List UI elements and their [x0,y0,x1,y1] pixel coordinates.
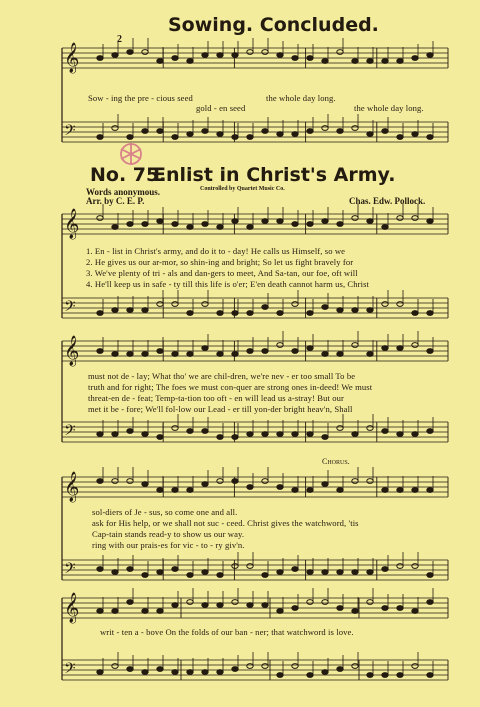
composer-credit: Chas. Edw. Pollock. [349,196,426,206]
note-head [382,673,388,678]
note-head [127,135,133,140]
note-head [172,352,178,357]
note-head [112,570,118,575]
note-head [397,673,403,678]
note-head [187,59,193,64]
note-head [97,609,103,614]
sowing-lyric-line: the whole day long. [266,93,336,103]
note-head [382,302,388,307]
treble-clef-icon: 𝄞 [64,209,80,239]
note-head [277,311,283,316]
note-head [217,132,223,137]
note-head [232,435,238,440]
chorus-lyric-line: writ - ten a - bove On the folds of our ban - ner; that watchword is love. [100,627,354,637]
note-head [277,432,283,437]
note-head [322,482,328,487]
note-head [397,564,403,569]
note-head [397,216,403,221]
note-head [352,59,358,64]
note-head [112,308,118,313]
note-head [382,346,388,351]
arranger-credit: Arr. by C. E. P. [86,196,145,206]
note-head [367,426,373,431]
note-head [322,305,328,310]
note-head [382,567,388,572]
sowing-lyric-line: Sow - ing the pre - cious seed [88,93,193,103]
note-head [262,603,268,608]
note-head [127,429,133,434]
note-head [382,129,388,134]
note-head [337,50,343,55]
note-head [367,308,373,313]
note-head [112,432,118,437]
note-head [127,600,133,605]
note-head [187,225,193,230]
note-head [382,488,388,493]
note-head [337,570,343,575]
note-head [277,485,283,490]
note-head [157,302,163,307]
measure-number: 2 [117,34,122,45]
note-head [427,349,433,354]
note-head [397,135,403,140]
treble-clef-icon: 𝄞 [64,336,80,366]
note-head [217,352,223,357]
note-head [307,56,313,61]
note-head [397,432,403,437]
note-head [127,308,133,313]
note-head [157,435,163,440]
note-head [277,53,283,58]
note-head [127,667,133,672]
note-head [217,225,223,230]
note-head [292,432,298,437]
note-head [352,432,358,437]
note-head [427,673,433,678]
note-head [157,570,163,575]
note-head [127,567,133,572]
note-head [97,432,103,437]
note-head [217,311,223,316]
note-head [412,311,418,316]
note-head [142,432,148,437]
note-head [127,50,133,55]
note-head [232,667,238,672]
note-head [307,488,313,493]
note-head [322,219,328,224]
note-head [292,488,298,493]
note-head [247,225,253,230]
note-head [367,132,373,137]
note-head [337,352,343,357]
note-head [187,429,193,434]
note-head [202,570,208,575]
note-head [427,219,433,224]
note-head [352,343,358,348]
note-head [322,435,328,440]
note-head [322,59,328,64]
verse-4-line: 4. He'll keep us in safe - ty till this life is o'er; E'en death cannot harm us, Christ [86,279,370,289]
note-head [352,126,358,131]
note-head [352,308,358,313]
note-head [112,609,118,614]
note-head [172,567,178,572]
note-head [412,432,418,437]
note-head [127,222,133,227]
note-head [112,53,118,58]
note-head [427,488,433,493]
note-head [352,216,358,221]
note-head [157,219,163,224]
note-head [97,56,103,61]
treble-clef-icon: 𝄞 [64,43,80,73]
note-head [397,488,403,493]
treble-clef-icon: 𝄞 [64,472,80,502]
note-head [352,570,358,575]
note-head [172,488,178,493]
note-head [142,670,148,675]
note-head [217,670,223,675]
hymn-title: Enlist in Christ's Army. [153,164,396,186]
note-head [412,343,418,348]
note-head [337,667,343,672]
note-head [142,609,148,614]
note-head [367,59,373,64]
note-head [277,570,283,575]
note-head [292,349,298,354]
note-head [142,573,148,578]
note-head [307,311,313,316]
note-head [187,573,193,578]
sowing-lyric-line: the whole day long. [354,103,424,113]
note-head [427,53,433,58]
note-head [412,609,418,614]
note-head [202,482,208,487]
note-head [307,346,313,351]
bass-clef-icon: 𝄢 [64,122,76,143]
note-head [172,603,178,608]
note-head [322,352,328,357]
note-head [142,50,148,55]
note-head [247,603,253,608]
note-head [232,53,238,58]
note-head [232,600,238,605]
note-head [172,670,178,675]
note-head [427,573,433,578]
note-head [262,432,268,437]
bass-clef-icon: 𝄢 [64,298,76,319]
note-head [157,59,163,64]
note-head [97,311,103,316]
note-head [112,126,118,131]
note-head [307,222,313,227]
note-head [157,488,163,493]
note-head [202,603,208,608]
note-head [202,222,208,227]
note-head [277,673,283,678]
note-head [97,670,103,675]
note-head [292,606,298,611]
note-head [427,429,433,434]
note-head [277,609,283,614]
note-head [217,53,223,58]
note-head [247,349,253,354]
note-head [277,219,283,224]
note-head [412,56,418,61]
note-head [202,429,208,434]
note-head [412,564,418,569]
note-head [142,308,148,313]
note-head [367,479,373,484]
note-head [307,432,313,437]
note-head [142,352,148,357]
verse-1-line: sol-diers of Je - sus, so come one and all. [92,507,238,517]
note-head [307,673,313,678]
note-head [157,349,163,354]
verse-3-line: threat-en de - feat; Temp-ta-tion too oft - en will lead us a-stray! But our [88,393,344,403]
note-head [367,600,373,605]
treble-clef-icon: 𝄞 [64,593,80,623]
note-head [337,426,343,431]
note-head [382,225,388,230]
note-head [97,216,103,221]
bass-clef-icon: 𝄢 [64,422,76,443]
note-head [382,429,388,434]
note-head [202,346,208,351]
note-head [262,305,268,310]
asterisk-ornament-icon [117,140,145,168]
note-head [217,603,223,608]
note-head [202,302,208,307]
note-head [172,426,178,431]
note-head [337,488,343,493]
note-head [232,311,238,316]
note-head [232,479,238,484]
note-head [202,129,208,134]
note-head [337,222,343,227]
note-head [97,479,103,484]
note-head [352,664,358,669]
note-head [337,606,343,611]
note-head [397,606,403,611]
note-head [292,56,298,61]
verse-3-line: Cap-tain stands read-y to show us our way. [92,529,245,539]
note-head [142,222,148,227]
note-head [382,59,388,64]
note-head [397,302,403,307]
verse-3-line: 3. We've plenty of tri - als and dan-gers to meet, And Sa-tan, our foe, oft will [86,268,358,278]
note-head [262,664,268,669]
bass-clef-icon: 𝄢 [64,560,76,581]
note-head [262,219,268,224]
verse-2-line: truth and for right; The foes we must con-quer are strong ones in-deed! We must [88,382,373,392]
note-head [367,570,373,575]
note-head [202,670,208,675]
note-head [187,600,193,605]
note-head [322,670,328,675]
note-head [157,609,163,614]
verse-4-line: ring with our prais-es for vic - to - ry giv'n. [92,540,245,550]
note-head [292,567,298,572]
note-head [187,488,193,493]
note-head [322,126,328,131]
note-head [322,570,328,575]
note-head [112,664,118,669]
note-head [367,673,373,678]
note-head [397,59,403,64]
note-head [412,132,418,137]
note-head [262,573,268,578]
note-head [112,479,118,484]
note-head [307,600,313,605]
note-head [202,53,208,58]
note-head [112,225,118,230]
note-head [217,435,223,440]
note-head [322,600,328,605]
note-head [97,135,103,140]
note-head [412,488,418,493]
note-head [427,600,433,605]
note-head [157,667,163,672]
note-head [307,570,313,575]
copyright-notice: Controlled by Quartet Music Co. [200,186,285,192]
note-head [382,606,388,611]
note-head [127,352,133,357]
note-head [187,311,193,316]
note-head [292,132,298,137]
note-head [97,349,103,354]
note-head [412,216,418,221]
note-head [187,132,193,137]
words-credit: Words anonymous. [86,187,161,197]
note-head [112,352,118,357]
note-head [217,573,223,578]
note-head [367,219,373,224]
chorus-label: Chorus. [322,457,350,466]
note-head [157,129,163,134]
note-head [172,302,178,307]
note-head [352,479,358,484]
page-title: Sowing. Concluded. [168,14,379,36]
note-head [247,564,253,569]
note-head [277,343,283,348]
note-head [337,308,343,313]
note-head [247,485,253,490]
note-head [277,132,283,137]
note-head [307,129,313,134]
verse-2-line: ask for His help, or we shall not suc - ceed. Christ gives the watchword, 'tis [92,518,359,528]
note-head [397,346,403,351]
note-head [292,664,298,669]
note-head [427,135,433,140]
note-head [172,222,178,227]
note-head [172,135,178,140]
note-head [142,129,148,134]
verse-1-line: must not de - lay; What tho' we are chil-dren, we're nev - er too small To be [88,371,356,381]
verse-2-line: 2. He gives us our ar-mor, so shin-ing and bright; So let us fight bravely for [86,257,354,267]
note-head [232,219,238,224]
note-head [187,670,193,675]
hymn-number: No. 75. [90,164,167,186]
verse-1-line: 1. En - list in Christ's army, and do it to - day! He calls us Himself, so we [86,246,346,256]
note-head [247,432,253,437]
note-head [262,349,268,354]
note-head [292,222,298,227]
note-head [232,564,238,569]
note-head [247,311,253,316]
sowing-lyric-line: gold - en seed [196,103,246,113]
note-head [292,302,298,307]
note-head [247,135,253,140]
note-head [367,352,373,357]
note-head [127,479,133,484]
note-head [232,135,238,140]
note-head [187,352,193,357]
note-head [262,129,268,134]
note-head [232,352,238,357]
note-head [412,664,418,669]
note-head [427,311,433,316]
bass-clef-icon: 𝄢 [64,660,76,681]
note-head [97,567,103,572]
note-head [262,50,268,55]
verse-4-line: met it be - fore; We'll fol-low our Lead - er till yon-der bright heav'n, Shall [88,404,353,414]
note-head [337,129,343,134]
note-head [352,609,358,614]
note-head [217,479,223,484]
note-head [247,50,253,55]
note-head [247,664,253,669]
note-head [172,56,178,61]
note-head [262,479,268,484]
note-head [142,482,148,487]
